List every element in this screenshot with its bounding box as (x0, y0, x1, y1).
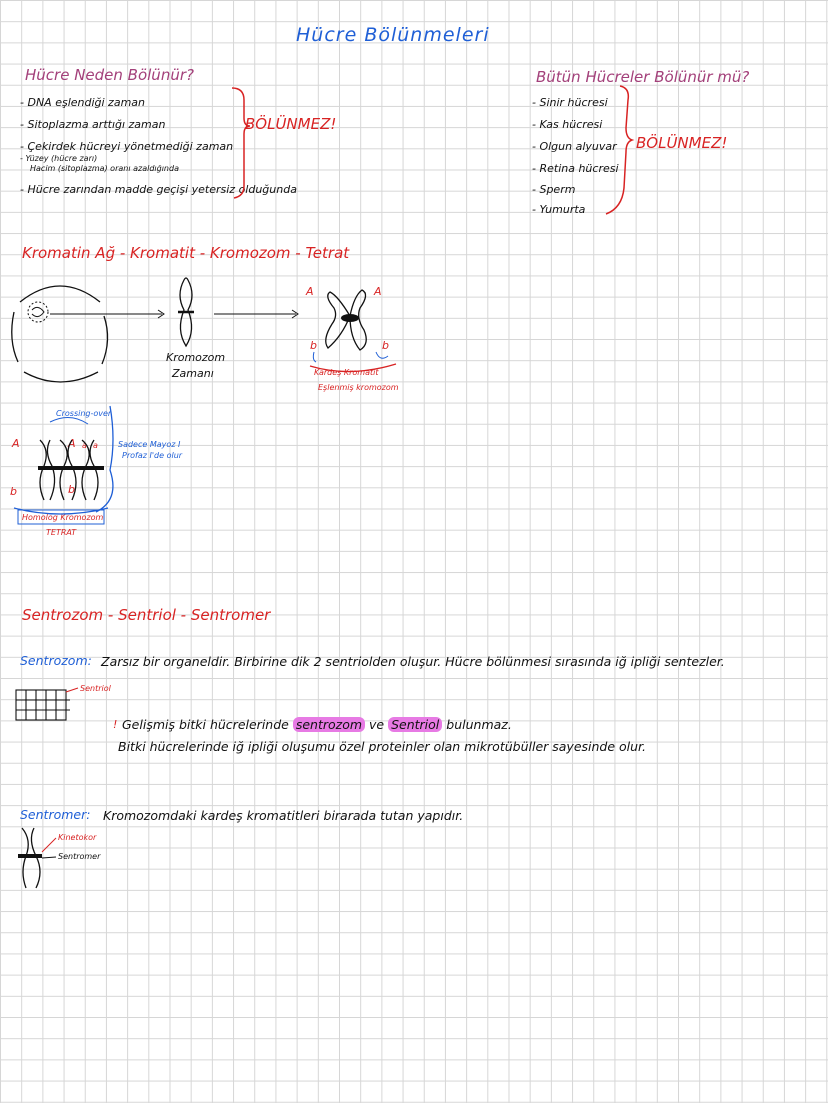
left-item-1: - DNA eşlendiği zaman (20, 96, 145, 109)
sentrozom-term: Sentrozom: (20, 653, 92, 668)
chromosome-single (178, 278, 298, 346)
sentrozom-definition: Zarsız bir organeldir. Birbirine dik 2 sentriolden oluşur. Hücre bölünmesi sırasında iğ ipliği sentezler. (101, 654, 725, 669)
right-item-3: - Olgun alyuvar (532, 140, 617, 153)
warning-icon: ! (113, 718, 118, 731)
cross-allele-a-2: a (93, 441, 98, 450)
bolunmez-right: BÖLÜNMEZ! (636, 134, 728, 152)
cross-allele-A-2: A (68, 437, 76, 450)
right-item-6: - Yumurta (532, 203, 586, 216)
sentromer-term: Sentromer: (20, 807, 91, 822)
brace-left (232, 88, 250, 198)
cross-allele-a-1: a (82, 441, 87, 450)
right-item-2: - Kas hücresi (532, 118, 603, 131)
sentriol-label: Sentriol (80, 684, 111, 693)
kinetokor-label: Kinetokor (58, 833, 97, 842)
allele-A-right: A (374, 285, 382, 298)
cross-allele-b-1: b (10, 485, 17, 498)
cell-drawing (12, 286, 164, 382)
chromosome-label-2: Zamanı (172, 367, 214, 380)
tetrat-drawing (14, 406, 113, 524)
chromosome-copied (310, 290, 396, 372)
chromatin-heading: Kromatin Ağ - Kromatit - Kromozom - Tetrat (22, 244, 350, 262)
cross-allele-b-2: b (68, 483, 75, 496)
right-item-4: - Retina hücresi (532, 162, 619, 175)
sentriol-drawing (16, 688, 78, 720)
copied-chromosome-label: Eşlenmiş kromozom (318, 383, 399, 392)
highlight-sentriol: Sentriol (388, 717, 442, 732)
left-item-2: - Sitoplazma arttığı zaman (20, 118, 166, 131)
centro-heading: Sentrozom - Sentriol - Sentromer (22, 606, 271, 624)
sentromer-drawing (18, 828, 56, 888)
brace-right (606, 86, 632, 214)
bolunmez-left: BÖLÜNMEZ! (245, 115, 337, 133)
mayoz-note-2: Profaz I'de olur (122, 451, 183, 460)
allele-b-left: b (310, 339, 317, 352)
right-heading: Bütün Hücreler Bölünür mü? (536, 68, 750, 86)
left-item-4-sub: - Yüzey (hücre zarı) (20, 154, 98, 163)
page-title: Hücre Bölünmeleri (296, 24, 490, 46)
crossing-over-label: Crossing-over (56, 409, 112, 418)
left-heading: Hücre Neden Bölünür? (25, 66, 194, 84)
right-item-1: - Sinir hücresi (532, 96, 608, 109)
highlight-sentrozom: sentrozom (293, 717, 365, 732)
left-item-5: - Hücre zarından madde geçişi yetersiz olduğunda (20, 183, 297, 196)
tetrat-label: TETRAT (46, 528, 77, 537)
left-item-3: - Çekirdek hücreyi yönetmediği zaman (20, 140, 234, 153)
sentromer-definition: Kromozomdaki kardeş kromatitleri birarada tutan yapıdır. (103, 808, 464, 823)
sentromer-label: Sentromer (58, 852, 101, 861)
left-item-4: Hacim (sitoplazma) oranı azaldığında (30, 164, 179, 173)
note-line-2: Bitki hücrelerinde iğ ipliği oluşumu özel proteinler olan mikrotübüller sayesinde olur. (118, 739, 647, 754)
cross-allele-A-1: A (12, 437, 20, 450)
mayoz-note-1: Sadece Mayoz I (118, 440, 181, 449)
homolog-label: Homolog Kromozom (22, 513, 104, 522)
allele-b-right: b (382, 339, 389, 352)
allele-A-left: A (306, 285, 314, 298)
right-item-5: - Sperm (532, 183, 576, 196)
chromosome-label: Kromozom (166, 351, 226, 364)
sister-chromatid-label: Kardeş Kromatit (314, 368, 379, 377)
note-line-1: Gelişmiş bitki hücrelerinde sentrozom ve Sentriol bulunmaz. (122, 717, 512, 732)
